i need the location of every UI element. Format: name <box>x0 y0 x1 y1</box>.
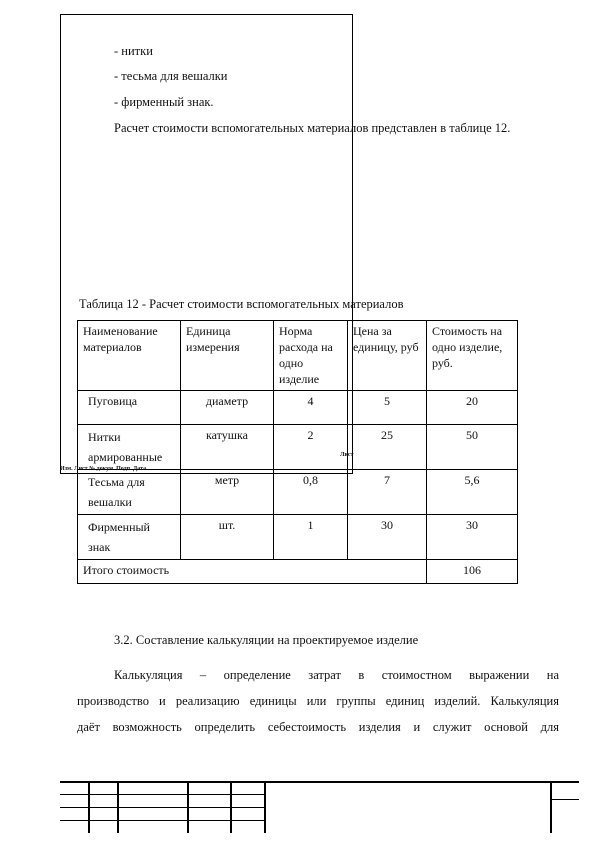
cell-name: Тесьма для вешалки <box>78 470 181 515</box>
cell-price: 5 <box>348 391 427 425</box>
cell-cost: 20 <box>427 391 518 425</box>
header-cell: Стоимость на одно изделие, руб. <box>427 321 518 391</box>
table-row <box>78 425 518 470</box>
paragraph-line: производство и реализацию единицы или группы единиц изделий. Калькуляция <box>77 694 559 708</box>
section-heading: 3.2. Составление калькуляции на проектируемое изделие <box>114 633 419 647</box>
header-cell: Норма расхода на одно изделие <box>274 321 348 391</box>
stamp-col-labels <box>60 466 146 473</box>
cell-norm: 2 <box>274 425 348 470</box>
cell-name: Фирменный знак <box>78 515 181 560</box>
cell-cost: 5,6 <box>427 470 518 515</box>
cell-unit: шт. <box>181 515 274 560</box>
cell-norm: 4 <box>274 391 348 425</box>
stamp-label: Лист <box>74 466 88 472</box>
paragraph-line: Калькуляция – определение затрат в стоимостном выражении на <box>114 668 559 682</box>
cell-unit: катушка <box>181 425 274 470</box>
cell-cost: 50 <box>427 425 518 470</box>
header-cell: Цена за единицу, руб <box>348 321 427 391</box>
list-item: - тесьма для вешалки <box>114 69 228 83</box>
intro-text: Расчет стоимости вспомогательных материалов представлен в таблице 12. <box>114 121 511 135</box>
body-paragraph <box>77 662 559 740</box>
header-cell: Единица измерения <box>181 321 274 391</box>
stamp-sheet-label: Лист <box>340 452 354 458</box>
list-item: - нитки <box>114 44 153 58</box>
total-label: Итого стоимость <box>78 560 427 584</box>
cell-unit: диаметр <box>181 391 274 425</box>
stamp-label: № докум. <box>89 466 115 472</box>
cell-norm: 0,8 <box>274 470 348 515</box>
total-value: 106 <box>427 560 518 584</box>
table-row <box>78 391 518 425</box>
cell-name: Пуговица <box>78 391 181 425</box>
table-row <box>78 515 518 560</box>
stamp-label: Изм. <box>60 466 73 472</box>
stamp-label: Подп. <box>116 466 132 472</box>
table-total-row <box>78 560 518 584</box>
table-header-row <box>78 321 518 391</box>
cell-unit: метр <box>181 470 274 515</box>
cell-cost: 30 <box>427 515 518 560</box>
cell-price: 25 <box>348 425 427 470</box>
cell-norm: 1 <box>274 515 348 560</box>
header-cell: Наименование материалов <box>78 321 181 391</box>
cell-price: 30 <box>348 515 427 560</box>
stamp-label: Дата <box>133 466 147 472</box>
materials-table <box>77 320 518 584</box>
list-item: - фирменный знак. <box>114 95 214 109</box>
cell-price: 7 <box>348 470 427 515</box>
table-caption: Таблица 12 - Расчет стоимости вспомогательных материалов <box>79 297 404 311</box>
paragraph-line: даёт возможность определить себестоимость изделия и служит основой для <box>77 720 559 734</box>
title-block <box>60 781 579 833</box>
cell-name: Нитки армированные <box>78 425 181 470</box>
table-row <box>78 470 518 515</box>
